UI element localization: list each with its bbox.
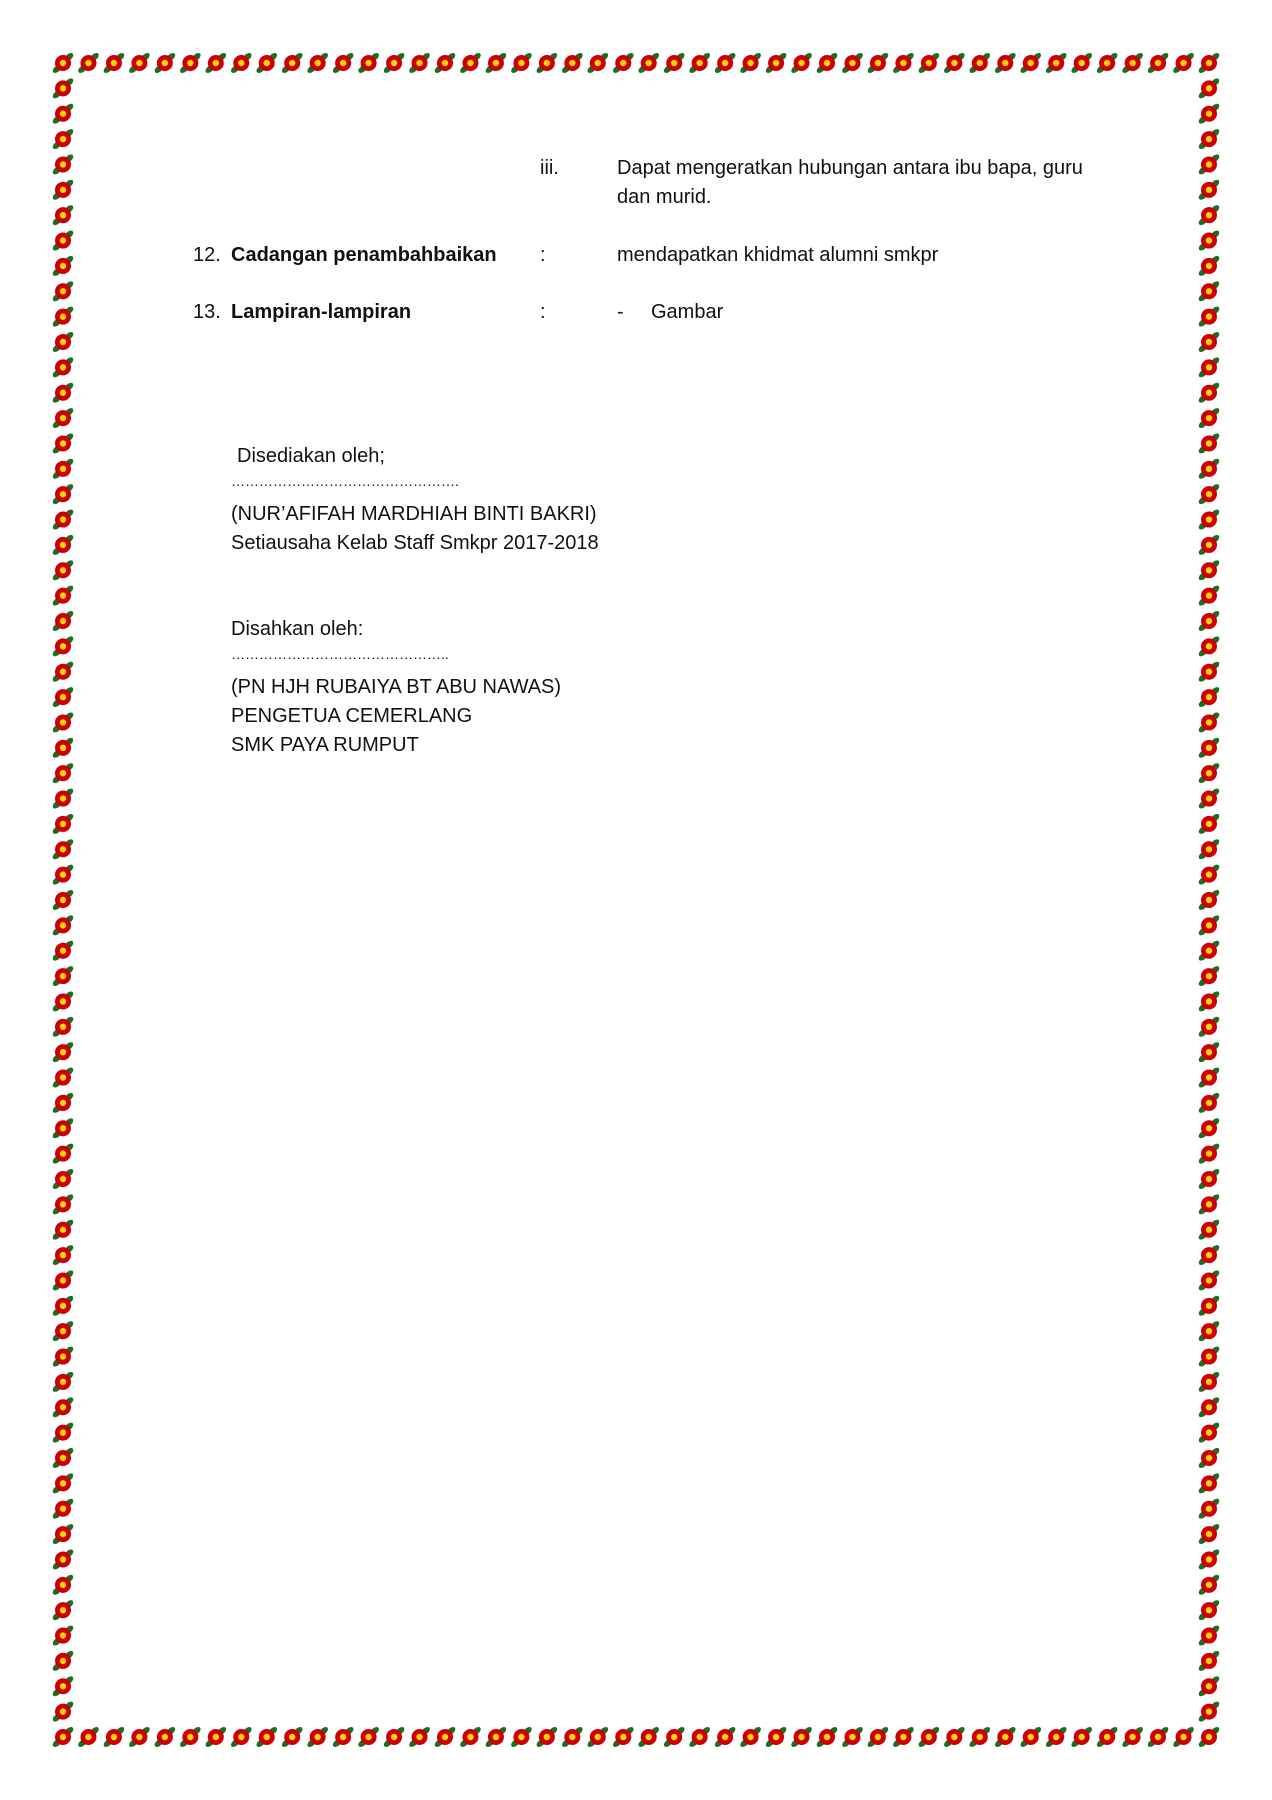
flower-icon	[1121, 1725, 1145, 1748]
flower-icon	[51, 559, 75, 582]
item-13-number: 13.	[193, 301, 221, 323]
flower-icon	[51, 1142, 75, 1165]
flower-icon	[1197, 1370, 1221, 1393]
flower-icon	[994, 51, 1018, 74]
flower-icon	[1197, 1091, 1221, 1114]
flower-icon	[51, 736, 75, 759]
flower-icon	[1197, 736, 1221, 759]
flower-icon	[204, 1725, 228, 1748]
flower-icon	[1197, 787, 1221, 810]
flower-icon	[1197, 204, 1221, 227]
flower-icon	[994, 1725, 1018, 1748]
flower-icon	[1197, 660, 1221, 683]
flower-icon	[764, 51, 788, 74]
flower-icon	[51, 178, 75, 201]
prepared-signature-line: ………………………………………….	[231, 473, 459, 489]
flower-icon	[51, 457, 75, 480]
flower-icon	[1197, 863, 1221, 886]
flower-icon	[1197, 965, 1221, 988]
flower-icon	[51, 1599, 75, 1622]
flower-icon	[331, 1725, 355, 1748]
flower-icon	[1197, 457, 1221, 480]
flower-icon	[51, 381, 75, 404]
flower-icon	[561, 1725, 585, 1748]
flower-icon	[1070, 51, 1094, 74]
flower-icon	[1197, 914, 1221, 937]
flower-icon	[1197, 1497, 1221, 1520]
flower-icon	[51, 990, 75, 1013]
flower-icon	[1197, 1294, 1221, 1317]
flower-icon	[484, 51, 508, 74]
flower-icon	[1019, 1725, 1043, 1748]
flower-icon	[51, 1700, 75, 1723]
flower-icon	[1197, 533, 1221, 556]
flower-icon	[1070, 1725, 1094, 1748]
flower-icon	[1197, 77, 1221, 100]
flower-icon	[815, 1725, 839, 1748]
flower-icon	[51, 584, 75, 607]
flower-icon	[102, 51, 126, 74]
flower-icon	[1197, 153, 1221, 176]
flower-icon	[1197, 508, 1221, 531]
flower-icon	[1197, 1649, 1221, 1672]
flower-icon	[662, 1725, 686, 1748]
flower-icon	[51, 407, 75, 430]
approved-signature-line: ………………………………………..	[231, 646, 449, 662]
flower-icon	[1121, 51, 1145, 74]
flower-icon	[1197, 1041, 1221, 1064]
flower-icon	[917, 51, 941, 74]
flower-icon	[484, 1725, 508, 1748]
flower-icon	[688, 51, 712, 74]
flower-icon	[1197, 1421, 1221, 1444]
flower-icon	[1197, 711, 1221, 734]
flower-icon	[1172, 51, 1196, 74]
flower-icon	[1197, 838, 1221, 861]
approved-name: (PN HJH RUBAIYA BT ABU NAWAS)	[231, 676, 562, 698]
flower-icon	[713, 51, 737, 74]
flower-icon	[51, 1091, 75, 1114]
flower-icon	[612, 1725, 636, 1748]
flower-icon	[1197, 102, 1221, 125]
flower-icon	[815, 51, 839, 74]
flower-icon	[510, 1725, 534, 1748]
flower-icon	[51, 914, 75, 937]
flower-icon	[1044, 51, 1068, 74]
flower-icon	[1197, 1624, 1221, 1647]
flower-icon	[51, 812, 75, 835]
flower-icon	[510, 51, 534, 74]
flower-icon	[51, 1624, 75, 1647]
flower-icon	[1197, 1244, 1221, 1267]
flower-icon	[1197, 1472, 1221, 1495]
flower-icon	[51, 1320, 75, 1343]
flower-icon	[1095, 1725, 1119, 1748]
benefit-text-line1: Dapat mengeratkan hubungan antara ibu bapa, guru	[617, 157, 1083, 179]
flower-icon	[1197, 1015, 1221, 1038]
flower-icon	[1197, 305, 1221, 328]
flower-icon	[1019, 51, 1043, 74]
flower-icon	[1197, 686, 1221, 709]
prepared-heading: Disediakan oleh;	[237, 445, 385, 467]
flower-icon	[306, 51, 330, 74]
item-12-colon: :	[540, 244, 546, 266]
flower-icon	[1197, 1548, 1221, 1571]
flower-icon	[51, 1421, 75, 1444]
flower-icon	[51, 204, 75, 227]
flower-icon	[1197, 407, 1221, 430]
flower-icon	[179, 51, 203, 74]
flower-icon	[917, 1725, 941, 1748]
flower-icon	[1172, 1725, 1196, 1748]
flower-icon	[1197, 1446, 1221, 1469]
flower-icon	[51, 660, 75, 683]
flower-icon	[382, 51, 406, 74]
flower-icon	[51, 483, 75, 506]
flower-icon	[51, 787, 75, 810]
flower-icon	[153, 51, 177, 74]
flower-icon	[51, 254, 75, 277]
flower-icon	[1197, 280, 1221, 303]
flower-icon	[51, 838, 75, 861]
flower-icon	[586, 1725, 610, 1748]
flower-icon	[51, 1167, 75, 1190]
flower-icon	[866, 1725, 890, 1748]
flower-icon	[51, 153, 75, 176]
flower-icon	[51, 1725, 75, 1748]
flower-icon	[51, 1117, 75, 1140]
flower-icon	[1197, 432, 1221, 455]
flower-icon	[51, 1015, 75, 1038]
flower-icon	[179, 1725, 203, 1748]
flower-icon	[51, 356, 75, 379]
flower-icon	[1197, 1269, 1221, 1292]
flower-icon	[1197, 584, 1221, 607]
flower-icon	[459, 51, 483, 74]
flower-icon	[51, 965, 75, 988]
flower-icon	[51, 1218, 75, 1241]
flower-icon	[943, 51, 967, 74]
item-13-colon: :	[540, 301, 546, 323]
flower-icon	[306, 1725, 330, 1748]
flower-icon	[230, 51, 254, 74]
flower-icon	[764, 1725, 788, 1748]
flower-icon	[1197, 609, 1221, 632]
flower-icon	[612, 51, 636, 74]
flower-icon	[51, 1041, 75, 1064]
flower-icon	[128, 1725, 152, 1748]
flower-icon	[51, 1472, 75, 1495]
flower-icon	[1197, 1599, 1221, 1622]
flower-icon	[1197, 128, 1221, 151]
flower-icon	[51, 1675, 75, 1698]
flower-icon	[535, 1725, 559, 1748]
flower-icon	[1095, 51, 1119, 74]
item-13-label: Lampiran-lampiran	[231, 301, 412, 323]
flower-icon	[1197, 229, 1221, 252]
flower-icon	[51, 1294, 75, 1317]
flower-icon	[51, 128, 75, 151]
approved-school: SMK PAYA RUMPUT	[231, 734, 419, 756]
flower-icon	[51, 1548, 75, 1571]
flower-icon	[790, 1725, 814, 1748]
flower-icon	[51, 686, 75, 709]
item-13-bullet: -	[617, 301, 624, 323]
flower-icon	[1197, 356, 1221, 379]
flower-icon	[1197, 888, 1221, 911]
flower-icon	[51, 280, 75, 303]
flower-icon	[408, 51, 432, 74]
flower-icon	[433, 1725, 457, 1748]
approved-heading: Disahkan oleh:	[231, 618, 364, 640]
flower-icon	[1197, 1725, 1221, 1748]
flower-icon	[586, 51, 610, 74]
flower-icon	[968, 51, 992, 74]
flower-icon	[1197, 990, 1221, 1013]
flower-icon	[51, 77, 75, 100]
flower-icon	[892, 51, 916, 74]
flower-icon	[51, 1244, 75, 1267]
flower-icon	[637, 51, 661, 74]
flower-icon	[230, 1725, 254, 1748]
flower-icon	[637, 1725, 661, 1748]
flower-icon	[841, 51, 865, 74]
benefit-text-line2: dan murid.	[617, 186, 712, 208]
flower-icon	[1197, 762, 1221, 785]
flower-icon	[1197, 51, 1221, 74]
flower-icon	[408, 1725, 432, 1748]
flower-icon	[51, 609, 75, 632]
flower-icon	[459, 1725, 483, 1748]
flower-icon	[1146, 1725, 1170, 1748]
flower-icon	[51, 508, 75, 531]
flower-icon	[1146, 51, 1170, 74]
flower-icon	[688, 1725, 712, 1748]
flower-icon	[1197, 812, 1221, 835]
flower-icon	[1197, 1700, 1221, 1723]
flower-icon	[51, 711, 75, 734]
flower-icon	[1197, 1345, 1221, 1368]
flower-icon	[331, 51, 355, 74]
item-13-value: Gambar	[651, 301, 724, 323]
flower-icon	[51, 1573, 75, 1596]
flower-icon	[357, 1725, 381, 1748]
flower-icon	[77, 1725, 101, 1748]
flower-icon	[1197, 1066, 1221, 1089]
flower-icon	[51, 330, 75, 353]
flower-icon	[433, 51, 457, 74]
flower-icon	[255, 1725, 279, 1748]
flower-icon	[382, 1725, 406, 1748]
flower-icon	[51, 51, 75, 74]
flower-icon	[1197, 1320, 1221, 1343]
flower-icon	[1197, 939, 1221, 962]
flower-icon	[892, 1725, 916, 1748]
flower-icon	[866, 51, 890, 74]
approved-role: PENGETUA CEMERLANG	[231, 705, 473, 727]
flower-icon	[51, 1269, 75, 1292]
flower-icon	[662, 51, 686, 74]
flower-icon	[1197, 635, 1221, 658]
item-12-number: 12.	[193, 244, 221, 266]
item-12-label: Cadangan penambahbaikan	[231, 244, 497, 266]
flower-icon	[739, 1725, 763, 1748]
flower-icon	[102, 1725, 126, 1748]
flower-icon	[51, 762, 75, 785]
flower-icon	[1197, 483, 1221, 506]
benefit-numeral: iii.	[540, 157, 559, 179]
flower-icon	[1197, 330, 1221, 353]
flower-icon	[255, 51, 279, 74]
flower-icon	[739, 51, 763, 74]
flower-icon	[535, 51, 559, 74]
flower-icon	[1197, 1523, 1221, 1546]
flower-icon	[51, 1066, 75, 1089]
flower-icon	[128, 51, 152, 74]
flower-icon	[1044, 1725, 1068, 1748]
flower-icon	[790, 51, 814, 74]
flower-icon	[968, 1725, 992, 1748]
flower-icon	[51, 533, 75, 556]
flower-icon	[51, 1497, 75, 1520]
flower-icon	[51, 1396, 75, 1419]
flower-icon	[1197, 1396, 1221, 1419]
prepared-role: Setiausaha Kelab Staff Smkpr 2017-2018	[231, 532, 599, 554]
item-12-value: mendapatkan khidmat alumni smkpr	[617, 244, 939, 266]
prepared-name: (NUR’AFIFAH MARDHIAH BINTI BAKRI)	[231, 503, 597, 525]
flower-icon	[77, 51, 101, 74]
flower-icon	[1197, 1142, 1221, 1165]
flower-icon	[51, 939, 75, 962]
flower-icon	[51, 305, 75, 328]
flower-icon	[841, 1725, 865, 1748]
flower-icon	[280, 1725, 304, 1748]
flower-icon	[713, 1725, 737, 1748]
flower-icon	[1197, 1675, 1221, 1698]
flower-icon	[561, 51, 585, 74]
flower-icon	[51, 1649, 75, 1672]
flower-icon	[1197, 1218, 1221, 1241]
flower-icon	[1197, 178, 1221, 201]
flower-icon	[943, 1725, 967, 1748]
flower-icon	[51, 888, 75, 911]
flower-icon	[280, 51, 304, 74]
flower-icon	[51, 1523, 75, 1546]
flower-icon	[51, 1446, 75, 1469]
flower-icon	[1197, 1193, 1221, 1216]
flower-icon	[1197, 1117, 1221, 1140]
flower-icon	[153, 1725, 177, 1748]
flower-icon	[51, 432, 75, 455]
flower-icon	[1197, 559, 1221, 582]
flower-icon	[1197, 254, 1221, 277]
flower-icon	[51, 229, 75, 252]
flower-icon	[51, 635, 75, 658]
flower-icon	[51, 1345, 75, 1368]
flower-icon	[51, 1370, 75, 1393]
flower-icon	[1197, 1167, 1221, 1190]
flower-icon	[51, 102, 75, 125]
flower-icon	[357, 51, 381, 74]
flower-icon	[204, 51, 228, 74]
flower-icon	[51, 863, 75, 886]
flower-icon	[1197, 381, 1221, 404]
flower-icon	[1197, 1573, 1221, 1596]
flower-icon	[51, 1193, 75, 1216]
